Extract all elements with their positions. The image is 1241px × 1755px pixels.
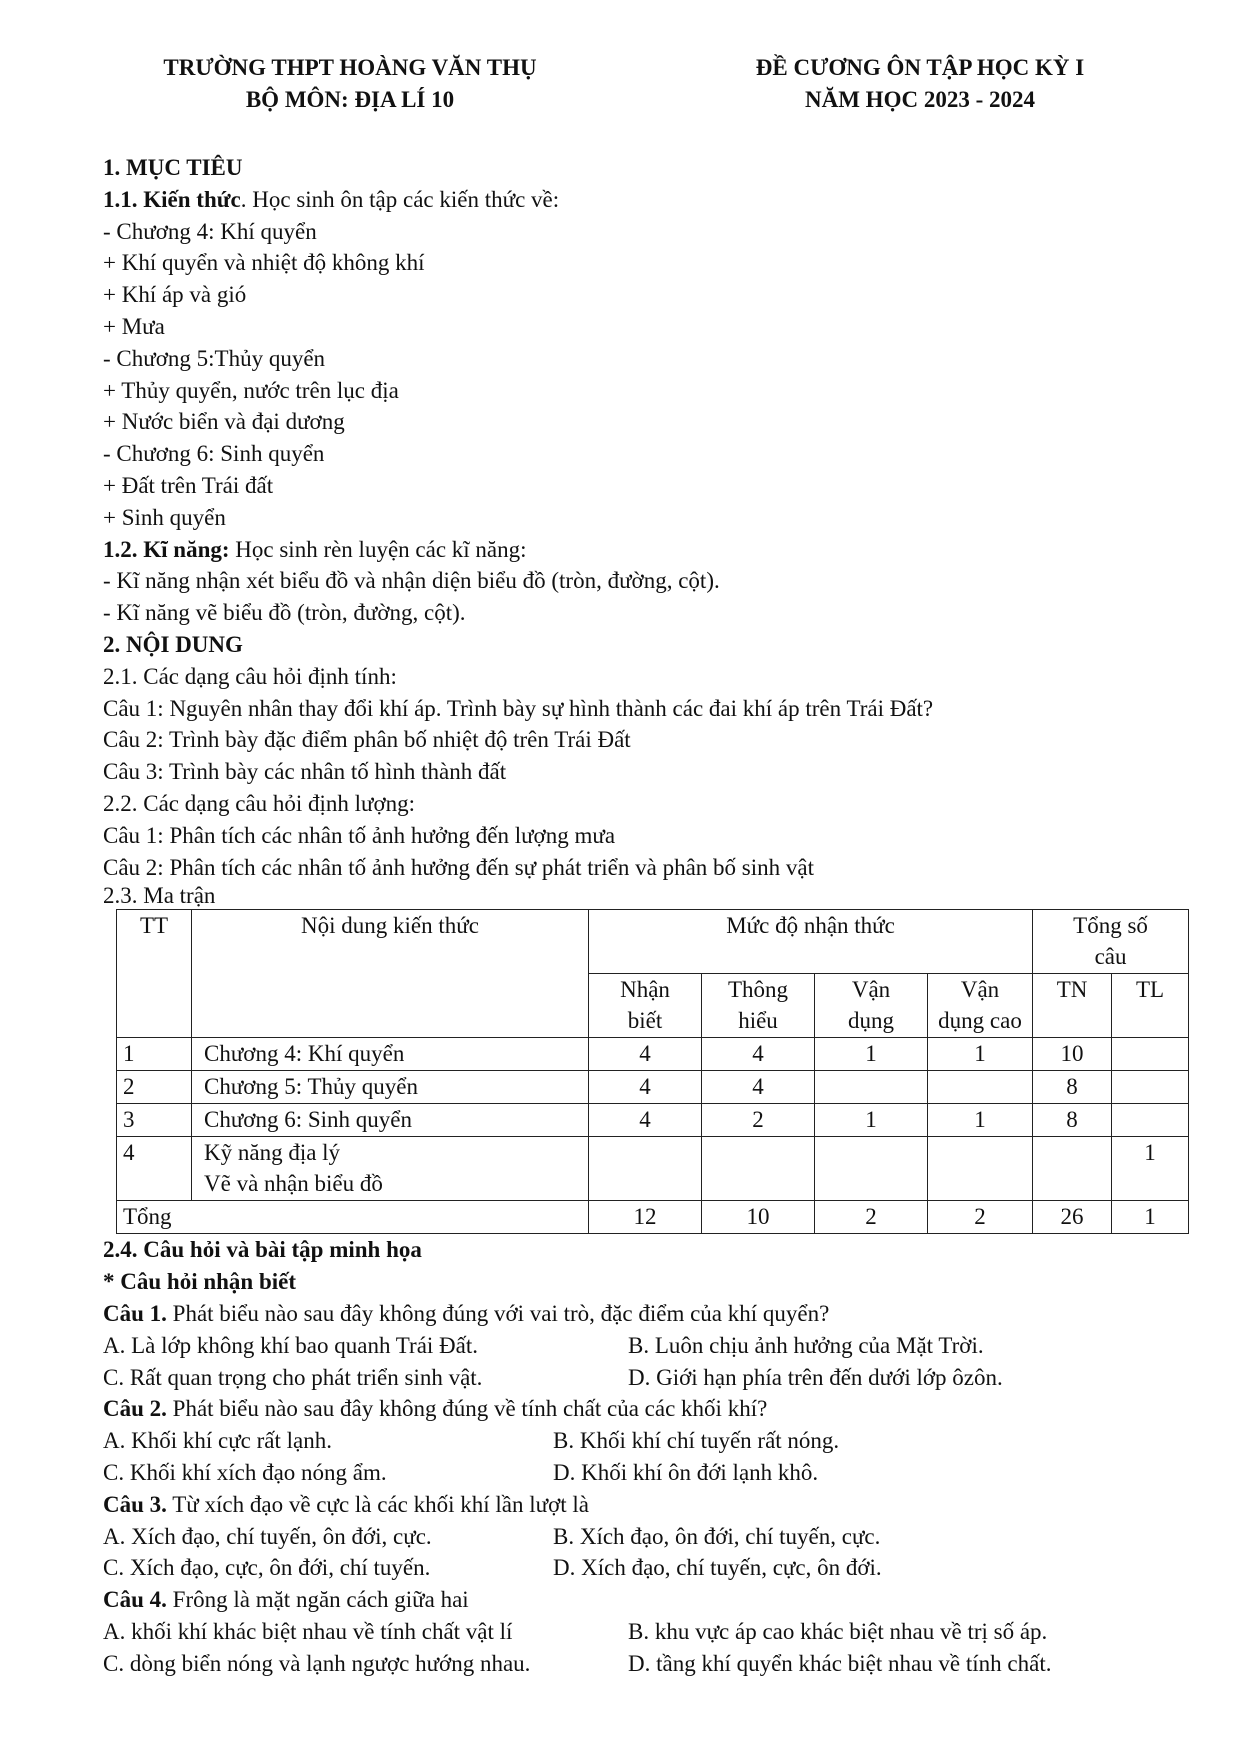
knowledge-item: + Đất trên Trái đất xyxy=(103,472,274,498)
knowledge-item: + Thủy quyển, nước trên lục địa xyxy=(103,377,399,403)
school-name: TRƯỜNG THPT HOÀNG VĂN THỤ xyxy=(163,55,537,80)
knowledge-text: . Học sinh ôn tập các kiến thức về: xyxy=(240,186,560,212)
header-cognitive-level: Mức độ nhận thức xyxy=(589,910,1033,974)
knowledge-item: + Nước biển và đại dương xyxy=(103,409,345,435)
answer-option: C. Khối khí xích đạo nóng ẩm. xyxy=(103,1459,387,1485)
question-block xyxy=(103,1584,1183,1679)
matrix-heading: 2.3. Ma trận xyxy=(103,883,216,909)
knowledge-label: 1.1. Kiến thức xyxy=(103,186,241,212)
quantitative-question: Câu 2: Phân tích các nhân tố ảnh hưởng đến sự phát triển và phân bố sinh vật xyxy=(103,854,814,880)
qualitative-question: Câu 1: Nguyên nhân thay đổi khí áp. Trình bày sự hình thành các đai khí áp trên Trái Đất? xyxy=(103,695,934,721)
qualitative-question: Câu 3: Trình bày các nhân tố hình thành đất xyxy=(103,759,507,785)
question-block xyxy=(103,1489,1183,1584)
answer-option: A. Là lớp không khí bao quanh Trái Đất. xyxy=(103,1332,479,1358)
question-stem: Câu 4. Frông là mặt ngăn cách giữa hai xyxy=(103,1587,469,1613)
question-stem: Câu 1. Phát biểu nào sau đây không đúng với vai trò, đặc điểm của khí quyển? xyxy=(103,1300,830,1326)
question-stem: Câu 3. Từ xích đạo về cực là các khối khí lần lượt là xyxy=(103,1491,590,1517)
header-total xyxy=(1033,910,1189,974)
header-tt: TT xyxy=(117,910,192,1038)
skills-text: Học sinh rèn luyện các kĩ năng: xyxy=(229,536,527,562)
table-total-row: Tổng 12 10 2 2 26 1 xyxy=(117,1201,1189,1234)
skills-label: 1.2. Kĩ năng: xyxy=(103,536,230,562)
header-total-line1: Tổng số xyxy=(1073,913,1148,939)
document-title: ĐỀ CƯƠNG ÔN TẬP HỌC KỲ I xyxy=(755,55,1085,80)
knowledge-item: + Khí áp và gió xyxy=(103,282,247,308)
answer-option: D. Khối khí ôn đới lạnh khô. xyxy=(553,1459,819,1485)
header-tn: TN xyxy=(1033,974,1112,1038)
answer-option: C. Rất quan trọng cho phát triển sinh vật. xyxy=(103,1364,483,1390)
knowledge-item: - Chương 5:Thủy quyển xyxy=(103,345,326,371)
skills-item: - Kĩ năng nhận xét biểu đồ và nhận diện biểu đồ (tròn, đường, cột). xyxy=(103,568,720,594)
answer-option: C. Xích đạo, cực, ôn đới, chí tuyến. xyxy=(103,1555,431,1581)
header-high-application: Vận dụng cao xyxy=(928,974,1033,1038)
school-year: NĂM HỌC 2023 - 2024 xyxy=(805,87,1035,112)
skills-intro xyxy=(103,534,1183,566)
quantitative-heading: 2.2. Các dạng câu hỏi định lượng: xyxy=(103,790,416,816)
answer-option: B. khu vực áp cao khác biệt nhau về trị số áp. xyxy=(628,1618,1048,1644)
recognition-subheading: * Câu hỏi nhận biết xyxy=(103,1269,297,1295)
section-heading-content: 2. NỘI DUNG xyxy=(103,631,243,657)
document-body xyxy=(103,152,1183,1679)
header-tl: TL xyxy=(1112,974,1189,1038)
department-name: BỘ MÔN: ĐỊA LÍ 10 xyxy=(245,87,455,112)
table-row: 3 Chương 6: Sinh quyển 4 2 1 1 8 xyxy=(117,1104,1189,1137)
answer-option: A. Xích đạo, chí tuyến, ôn đới, cực. xyxy=(103,1523,432,1549)
answer-option: A. Khối khí cực rất lạnh. xyxy=(103,1428,332,1454)
answer-option: D. Xích đạo, chí tuyến, cực, ôn đới. xyxy=(553,1555,882,1581)
header-total-line2: câu xyxy=(1094,944,1127,970)
knowledge-intro xyxy=(103,184,1183,216)
question-block xyxy=(103,1298,1183,1393)
knowledge-item: - Chương 6: Sinh quyển xyxy=(103,441,325,467)
answer-option: B. Luôn chịu ảnh hưởng của Mặt Trời. xyxy=(628,1332,984,1358)
question-block xyxy=(103,1393,1183,1488)
table-row: 1 Chương 4: Khí quyển 4 4 1 1 10 xyxy=(117,1038,1189,1071)
answer-option: D. Giới hạn phía trên đến dưới lớp ôzôn. xyxy=(628,1364,1003,1390)
question-stem: Câu 2. Phát biểu nào sau đây không đúng về tính chất của các khối khí? xyxy=(103,1396,768,1422)
knowledge-item: - Chương 4: Khí quyển xyxy=(103,218,317,244)
answer-option: B. Khối khí chí tuyến rất nóng. xyxy=(553,1428,840,1454)
answer-option: C. dòng biển nóng và lạnh ngược hướng nhau. xyxy=(103,1650,531,1676)
illustration-heading: 2.4. Câu hỏi và bài tập minh họa xyxy=(103,1237,422,1263)
section-heading-objectives: 1. MỤC TIÊU xyxy=(103,155,243,180)
header-understanding: Thông hiểu xyxy=(702,974,815,1038)
answer-option: D. tầng khí quyển khác biệt nhau về tính chất. xyxy=(628,1650,1052,1676)
quantitative-question: Câu 1: Phân tích các nhân tố ảnh hưởng đến lượng mưa xyxy=(103,822,616,848)
knowledge-item: + Sinh quyển xyxy=(103,504,226,530)
header-application: Vận dụng xyxy=(815,974,928,1038)
answer-option: B. Xích đạo, ôn đới, chí tuyến, cực. xyxy=(553,1523,881,1549)
table-row: 4 Kỹ năng địa lý Vẽ và nhận biểu đồ 1 xyxy=(117,1137,1189,1201)
header-recognition: Nhận biết xyxy=(589,974,702,1038)
qualitative-question: Câu 2: Trình bày đặc điểm phân bố nhiệt độ trên Trái Đất xyxy=(103,727,631,753)
knowledge-item: + Mưa xyxy=(103,313,165,339)
qualitative-heading: 2.1. Các dạng câu hỏi định tính: xyxy=(103,663,397,689)
matrix-table xyxy=(116,909,1189,1234)
header-content: Nội dung kiến thức xyxy=(192,910,589,1038)
answer-option: A. khối khí khác biệt nhau về tính chất vật lí xyxy=(103,1618,513,1644)
skills-item: - Kĩ năng vẽ biểu đồ (tròn, đường, cột). xyxy=(103,600,466,626)
knowledge-item: + Khí quyển và nhiệt độ không khí xyxy=(103,250,425,276)
header-right xyxy=(700,52,1140,116)
header-left xyxy=(120,52,580,116)
table-row: 2 Chương 5: Thủy quyển 4 4 8 xyxy=(117,1071,1189,1104)
